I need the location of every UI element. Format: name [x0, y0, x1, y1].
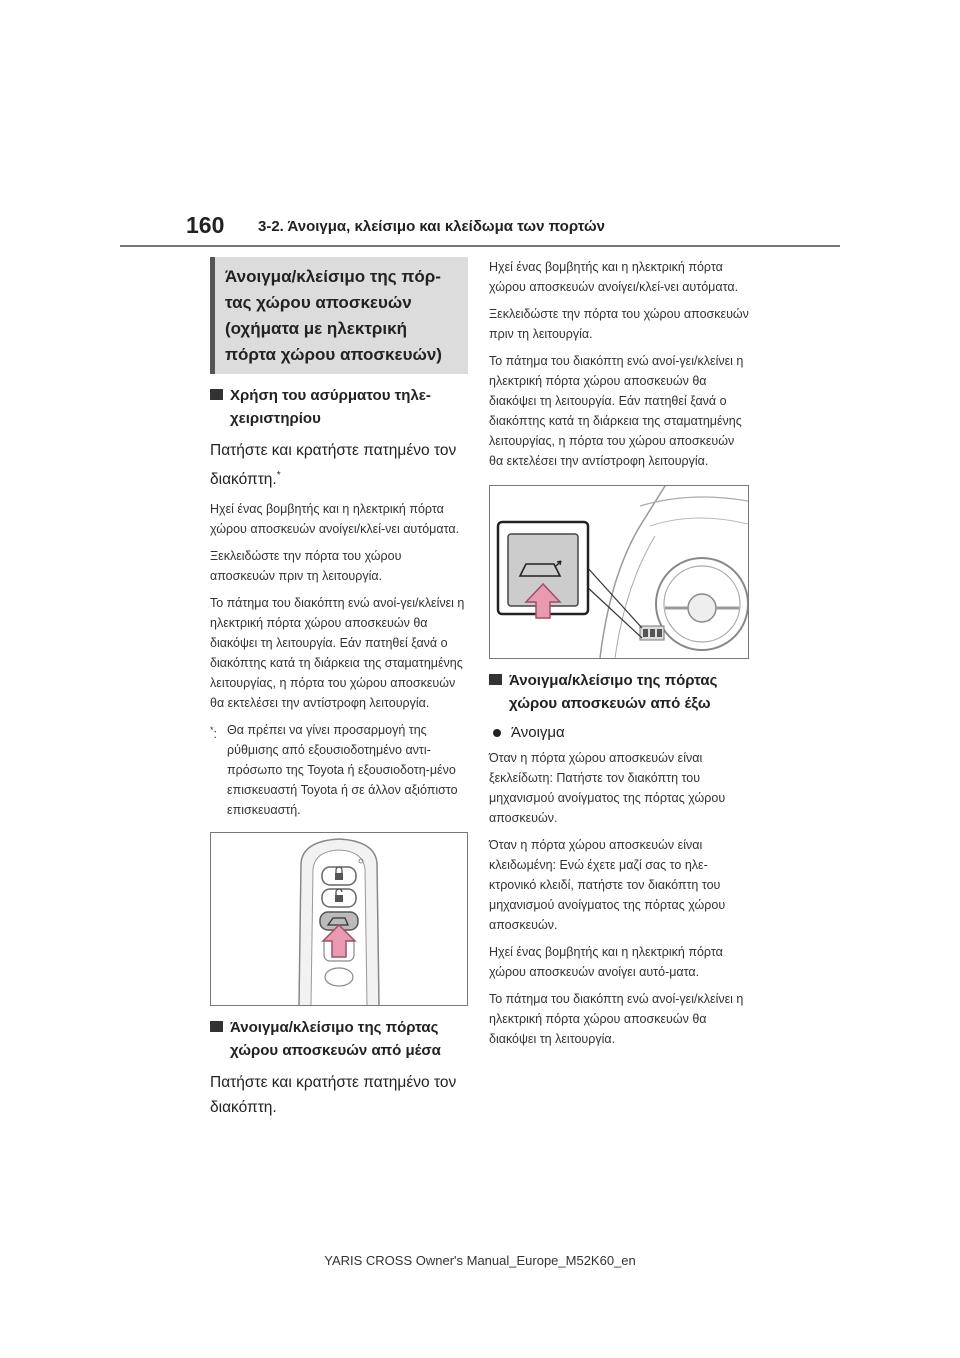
key-fob-illustration	[211, 833, 467, 1005]
right-column	[489, 257, 749, 1049]
footnote-marker	[210, 720, 227, 820]
square-bullet-icon	[210, 1021, 223, 1032]
subheading-inside-text: Άνοιγμα/κλείσιμο της πόρτας χώρου αποσκευών από μέσα	[230, 1019, 441, 1060]
footnote-colon: :	[213, 727, 217, 742]
paragraph: Το πάτημα του διακόπτη ενώ ανοί-γει/κλείνει η ηλεκτρική πόρτα χώρου αποσκευών θα διακόψει τη λειτουργία.	[489, 992, 744, 1046]
subheading-remote	[210, 384, 468, 430]
paragraph: Ηχεί ένας βομβητής και η ηλεκτρική πόρτα χώρου αποσκευών ανοίγει/κλεί-νει αυτόματα.	[489, 260, 739, 294]
subheading-outside-text: Άνοιγμα/κλείσιμο της πόρτας χώρου αποσκευών από έξω	[509, 672, 718, 712]
dashboard-switch-figure	[489, 485, 749, 659]
paragraph: Όταν η πόρτα χώρου αποσκευών είναι κλειδωμένη: Ενώ έχετε μαζί σας το ηλε-κτρονικό κλειδί, πατήστε τον διακόπτη του μηχανισμού ανοίγματος της πόρτας χώρου αποσκευών.	[489, 838, 726, 932]
paragraph: Όταν η πόρτα χώρου αποσκευών είναι ξεκλείδωτη: Πατήστε τον διακόπτη του μηχανισμού ανοίγματος της πόρτας χώρου αποσκευών.	[489, 751, 726, 825]
section-header-title: 3-2. Άνοιγμα, κλείσιμο και κλείδωμα των πορτών	[258, 218, 605, 235]
dashboard-illustration	[490, 486, 748, 658]
subheading-outside	[489, 669, 749, 715]
page-number: 160	[186, 212, 225, 238]
bullet-text: Άνοιγμα	[511, 724, 565, 741]
header-divider	[120, 245, 840, 247]
subheading-inside	[210, 1016, 468, 1062]
square-bullet-icon	[489, 674, 502, 685]
subheading-remote-text: Χρήση του ασύρματου τηλε-χειριστηρίου	[230, 387, 431, 427]
paragraph: Το πάτημα του διακόπτη ενώ ανοί-γει/κλείνει η ηλεκτρική πόρτα χώρου αποσκευών θα διακόψει τη λειτουργία. Εάν πατηθεί ξανά ο διακόπτης κατά τη διάρκεια της σταματημένης λειτουργίας, η πόρτα του χώρου αποσκευών θα εκτελέσει την αντίστροφη λειτουργία.	[210, 596, 465, 711]
key-fob-figure	[210, 832, 468, 1006]
paragraph: Το πάτημα του διακόπτη ενώ ανοί-γει/κλείνει η ηλεκτρική πόρτα χώρου αποσκευών θα διακόψει τη λειτουργία. Εάν πατηθεί ξανά ο διακόπτης κατά τη διάρκεια της σταματημένης λειτουργίας, η πόρτα του χώρου αποσκευών θα εκτελέσει την αντίστροφη λειτουργία.	[489, 354, 744, 468]
paragraph: Ξεκλειδώστε την πόρτα του χώρου αποσκευών πριν τη λειτουργία.	[489, 307, 749, 341]
paragraph: Ηχεί ένας βομβητής και η ηλεκτρική πόρτα χώρου αποσκευών ανοίγει/κλεί-νει αυτόματα.	[210, 502, 460, 537]
section-title-box: Άνοιγμα/κλείσιμο της πόρ-τας χώρου αποσκευών (οχήματα με ηλεκτρική πόρτα χώρου αποσκευών)	[210, 257, 468, 374]
bullet-item	[489, 724, 749, 741]
page-footer: YARIS CROSS Owner's Manual_Europe_M52K60_en	[324, 1253, 636, 1268]
paragraph: Ξεκλειδώστε την πόρτα του χώρου αποσκευών πριν τη λειτουργία.	[210, 549, 402, 584]
footnote-star: *	[210, 725, 214, 736]
instruction-remote-text: Πατήστε και κρατήστε πατημένο τον διακόπτη.	[210, 442, 457, 489]
left-column	[210, 257, 468, 1120]
footnote-text: Θα πρέπει να γίνει προσαρμογή της ρύθμισης από εξουσιοδοτημένο αντι-πρόσωπο της Toyota ή εξουσιοδοτη-μένο επισκευαστή Toyota ή σε άλλον αξιόπιστο επισκευαστή.	[227, 723, 458, 818]
square-bullet-icon	[210, 389, 223, 400]
instruction-remote	[210, 438, 468, 492]
paragraph: Ηχεί ένας βομβητής και η ηλεκτρική πόρτα χώρου αποσκευών ανοίγει αυτό-ματα.	[489, 945, 723, 979]
bullet-dot-icon	[493, 729, 501, 737]
footnote	[210, 720, 468, 820]
footnote-ref: *	[276, 470, 281, 481]
instruction-inside: Πατήστε και κρατήστε πατημένο τον διακόπτη.	[210, 1074, 457, 1117]
